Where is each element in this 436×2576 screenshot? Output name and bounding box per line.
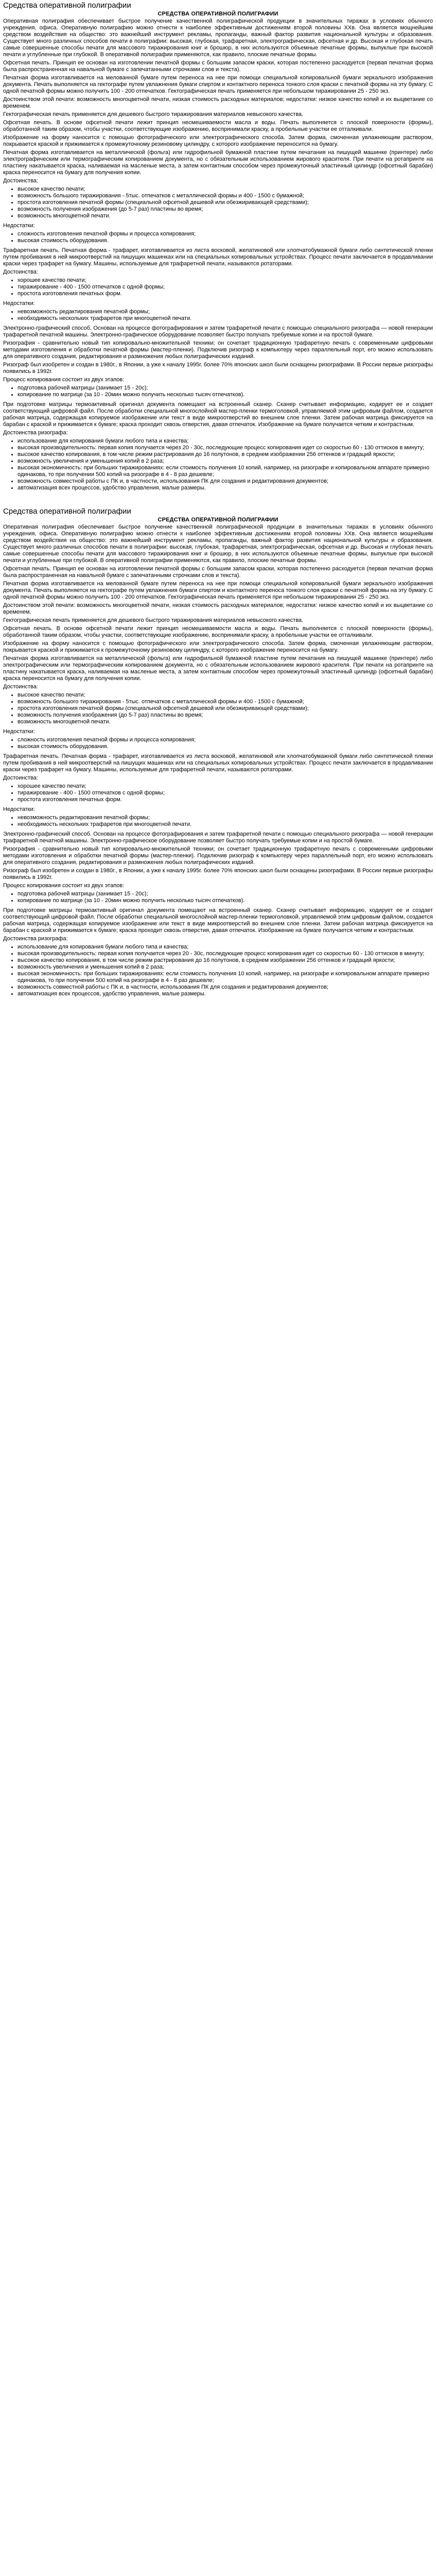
list-item: • возможность увеличения и уменьшения копий в 2 раза; [18,964,433,971]
list-item: • простота изготовления печатной формы (специальной офсетной дешевой или обезжиривающей средствами); [18,199,433,206]
bullet-list [3,891,433,904]
paragraph: Ризография - сравнительно новый тип копировально-множительной техники; он сочетает традиционную трафаретную печать с современными цифровыми методами изготовления и обработки печатной формы (мастер-пленки). Подключив ризограф к компьютеру через параллельный порт, его можно использовать для оперативного создания, редактирования и размножения любых полиграфических изданий. [3,846,433,866]
paragraph: Оперативная полиграфия обеспечивает быстрое получение качественной полиграфической продукции в значительных тиражах в условиях обычного учреждения, офиса. Оперативную полиграфию можно отнести к наиболее эффективным достижениям второй половины ХХв. Она является мощнейшим средством воздействия на общество: это важнейший инструмент рекламы, пропаганды, важный фактор развития национальной культуры и образования. Существует много различных способов печати в полиграфии: высокая, глубокая, трафаретная, электрографическая, офсетная и др. Высокая и глубокая печать самые совершенные способы печати для массового тиражирования книг и брошюр, в них используются объемные печатные формы, выпуклые при высокой печати и углубленные при глубокой. В оперативной полиграфии применяются, как правило, плоские печатные формы. [3,524,433,564]
list-item: • необходимость нескольких трафаретов при многоцветной печати. [18,315,433,322]
list-item: • высокая производительность: первая копия получается через 20 - 30с, последующие процесс копирования идет со скоростью 60 - 130 оттисков в минуту; [18,445,433,451]
list-item: • сложность изготовления печатной формы и процесса копирования; [18,231,433,238]
site-title: Средства оперативной полиграфии [3,507,131,516]
list-item: • тиражирование - 400 - 1500 отпечатков с одной формы; [18,284,433,291]
section-subheading: Процесс копирования состоит из двух этапов: [3,883,125,889]
paragraph: Офсетная печать. Принцип ее основан на изготовлении печатной формы с большим запасом краски, которая постепенно расходуется (первая печатная форма была распространенная на навальной бумаге с запечатанными строчками слов и текста). [3,566,433,579]
list-item: • использование для копирования бумаги любого типа и качества; [18,438,433,445]
article-body [3,524,433,997]
bullet-list [3,783,433,803]
paragraph: При подготовке матрицы термоактивный оригинал документа помещают на встроенный сканер. Сканер считывает информацию, кодирует ее и создает соответствующий цифровой файл. После обработки специальной многослойной мастер-пленки термоголовкой, управляемой этим цифровым файлом, создается рабочая матрица, содержащая копируемое изображение или текст в виде микроотверстий во внешнем слое пленки. Затем рабочая матрица фиксируется на барабан с краской и прижимается к бумаге; краска проходит сквозь отверстия, давая отпечаток. Изображение на бумаге получается четким и контрастным. [3,907,433,934]
list-item: • автоматизация всех процессов, удобство управления, малые размеры. [18,991,433,997]
list-item: • сложность изготовления печатной формы и процесса копирования; [18,737,433,743]
paragraph: Электронно-графический способ. Основан на процессе фотографирования и затем трафаретной печати с помощью специального ризографа — новой генерации трафаретной печатной машины. Электронно-графическое оборудование позволяет быстро получать требуемые копии и на простой бумаге. [3,325,433,338]
paragraph: Трафаретная печать. Печатная форма - трафарет, изготавливается из листа восковой, желатиновой или хлопчатобумажной бумаги либо синтетической пленки путем пробивания в ней микроотверстий на пишущих машинках или на специальных копировальных устройствах. Процесс печати заключается в продавливании краски через трафарет на бумагу. Машины, используемые для трафаретной печати, называются ротаторами. [3,247,433,267]
list-item: • высокая экономичность: при больших тиражированиях: если стоимость получения 10 копий, например, на ризографе и копировальном аппарате примерно одинакова, то при получении 500 копий на ризографе в 4 - 8 раз дешевле; [18,971,433,984]
paragraph: Ризограф был изобретен и создан в 1980г., в Японии, а уже к началу 1995г. более 70% японских школ были оснащены ризографами. В России первые ризографы появились в 1992г. [3,868,433,880]
list-item: • простота изготовления печатной формы (специальной офсетной дешевой или обезжиривающей средствами); [18,705,433,712]
bullet-list [3,438,433,492]
section-subheading: Достоинства: [3,684,38,690]
paragraph: Достоинством этой печати: возможность многоцветной печати, низкая стоимость расходных материалов; недостатки: низкое качество копий и их выцветание со временем. [3,602,433,615]
paragraph: Трафаретная печать. Печатная форма - трафарет, изготавливается из листа восковой, желатиновой или хлопчатобумажной бумаги либо синтетической пленки путем пробивания в ней микроотверстий на пишущих машинках или на специальных копировальных устройствах. Процесс печати заключается в продавливании краски через трафарет на бумагу. Машины, используемые для трафаретной печати, называются ротаторами. [3,753,433,773]
list-item: • использование для копирования бумаги любого типа и качества; [18,944,433,951]
list-item: • хорошее качество печати; [18,277,433,284]
paragraph: Ризография - сравнительно новый тип копировально-множительной техники; он сочетает традиционную трафаретную печать с современными цифровыми методами изготовления и обработки печатной формы (мастер-пленки). Подключив ризограф к компьютеру через параллельный порт, его можно использовать для оперативного создания, редактирования и размножения любых полиграфических изданий. [3,340,433,360]
article-copy-1 [3,1,433,492]
paragraph: Печатная форма изготавливается на мелованной бумаге путем переноса на нее при помощи специальной копировальной бумаги зеркального изображения документа. Печать выполняется на гектографе путем увлажнения бумаги спиртом и контактного переноса тонкого слоя краски с печатной формы на эту бумагу. С одной печатной формы можно получить 100 - 200 отпечатков. Гектографическая печать применяется при небольшом тиражировании 25 - 250 экз. [3,581,433,600]
list-item: • возможность совместной работы с ПК и, в частности, использования ПК для создания и редактирования документов; [18,984,433,991]
list-item: • простота изготовления печатных форм. [18,291,433,297]
paragraph: Гектографическая печать применяется для дешевого быстрого тиражирования материалов невысокого качества. [3,111,304,117]
section-subheading: Достоинства: [3,775,38,781]
section-subheading: Достоинства ризографа: [3,430,68,436]
bullet-list [3,692,433,725]
paragraph: Гектографическая печать применяется для дешевого быстрого тиражирования материалов невысокого качества. [3,617,304,623]
article-title: СРЕДСТВА ОПЕРАТИВНОЙ ПОЛИГРАФИИ [158,517,278,523]
list-item: • возможность многоцветной печати. [18,719,433,725]
list-item: • высокое качество копирования, в том числе режим растрирования до 16 полутонов, в среднем изображении 256 оттенков и градаций яркости; [18,957,433,964]
list-item: • возможность получения изображения (до 5-7 раз) пластины во время; [18,206,433,213]
section-subheading: Достоинства: [3,178,38,184]
bullet-list [3,277,433,297]
list-item: • высокое качество копирования, в том числе режим растрирования до 16 полутонов, в среднем изображении 256 оттенков и градаций яркости; [18,451,433,458]
bullet-list [3,231,433,244]
list-item: • высокая стоимость оборудования. [18,743,433,750]
list-item: • тиражирование - 400 - 1500 отпечатков с одной формы; [18,790,433,796]
paragraph: Изображение на форму наносится с помощью фотографического или электрографического способа. Затем форма, смоченная увлажняющим раствором, покрывается краской и прижимается к промежуточному резиновому цилиндру, с которого изображение переносится на бумагу. [3,640,433,653]
article-copy-2 [3,507,433,997]
list-item: • возможность совместной работы с ПК и, в частности, использования ПК для создания и редактирования документов; [18,478,433,485]
site-title: Средства оперативной полиграфии [3,1,131,10]
list-item: • высокое качество печати; [18,692,433,699]
document [0,0,436,997]
bullet-list [3,309,433,322]
list-item: • высокая экономичность: при больших тиражированиях: если стоимость получения 10 копий, например, на ризографе и копировальном аппарате примерно одинакова, то при получении 500 копий на ризографе в 4 - 8 раз дешевле; [18,465,433,478]
section-subheading: Недостатки: [3,806,35,812]
paragraph: Офсетная печать. В основе офсетной печати лежит принцип несмешиваемости масла и воды. Печать выполняется с плоской поверхности (формы), обработанной таким образом, чтобы участки, соответствующие изображению, воспринимали краску, а пробельные участки ее отталкивали. [3,625,433,638]
paragraph: Печатная форма изготавливается на металлической (фольга) или гидрофильной бумажной пластине путем печатания на пишущей машинке (принтере) либо электрографическим или термографическим копированием документа, но с обязательным использованием жирового красителя. При печати на ротапринте на пластину накатывается краска, наливаемая на масленые места, а затем контактным способом через промежуточный эластичный цилиндр (офсетный барабан) краска переносится на бумагу для получения копии. [3,149,433,176]
paragraph: Печатная форма изготавливается на мелованной бумаге путем переноса на нее при помощи специальной копировальной бумаги зеркального изображения документа. Печать выполняется на гектографе путем увлажнения бумаги спиртом и контактного переноса тонкого слоя краски с печатной формы на эту бумагу. С одной печатной формы можно получить 100 - 200 отпечатков. Гектографическая печать применяется при небольшом тиражировании 25 - 250 экз. [3,75,433,94]
section-subheading: Процесс копирования состоит из двух этапов: [3,377,125,383]
list-item: • подготовка рабочей матрицы (занимает 15 - 20с); [18,385,433,392]
list-item: • возможность увеличения и уменьшения копий в 2 раза; [18,458,433,465]
section-subheading: Недостатки: [3,728,35,735]
list-item: • невозможность редактирования печатной формы; [18,815,433,821]
article-title: СРЕДСТВА ОПЕРАТИВНОЙ ПОЛИГРАФИИ [158,11,278,17]
list-item: • хорошее качество печати; [18,783,433,790]
paragraph: Электронно-графический способ. Основан на процессе фотографирования и затем трафаретной печати с помощью специального ризографа — новой генерации трафаретной печатной машины. Электронно-графическое оборудование позволяет быстро получать требуемые копии и на простой бумаге. [3,831,433,844]
paragraph: Изображение на форму наносится с помощью фотографического или электрографического способа. Затем форма, смоченная увлажняющим раствором, покрывается краской и прижимается к промежуточному резиновому цилиндру, с которого изображение переносится на бумагу. [3,134,433,147]
list-item: • возможность многоцветной печати. [18,213,433,219]
paragraph: Офсетная печать. Принцип ее основан на изготовлении печатной формы с большим запасом краски, которая постепенно расходуется (первая печатная форма была распространенная на навальной бумаге с запечатанными строчками слов и текста). [3,60,433,73]
section-subheading: Недостатки: [3,300,35,307]
list-item: • необходимость нескольких трафаретов при многоцветной печати. [18,821,433,828]
list-item: • простота изготовления печатных форм. [18,796,433,803]
list-item: • копирование по матрице (за 10 - 20мин можно получить несколько тысяч отпечатков). [18,897,433,904]
bullet-list [3,737,433,750]
bullet-list [3,815,433,828]
section-subheading: Достоинства: [3,269,38,275]
bullet-list [3,944,433,997]
list-item: • высокое качество печати; [18,186,433,193]
list-item: • автоматизация всех процессов, удобство управления, малые размеры. [18,485,433,492]
list-item: • возможность большого тиражирования - 5тыс. отпечатков с металлической формы и 400 - 1500 с бумажной; [18,193,433,199]
list-item: • высокая производительность: первая копия получается через 20 - 30с, последующие процесс копирования идет со скоростью 60 - 130 оттисков в минуту; [18,951,433,957]
section-subheading: Достоинства ризографа: [3,936,68,942]
list-item: • копирование по матрице (за 10 - 20мин можно получить несколько тысяч отпечатков). [18,392,433,398]
paragraph: Офсетная печать. В основе офсетной печати лежит принцип несмешиваемости масла и воды. Печать выполняется с плоской поверхности (формы), обработанной таким образом, чтобы участки, соответствующие изображению, воспринимали краску, а пробельные участки ее отталкивали. [3,120,433,132]
article-body [3,18,433,492]
paragraph: Достоинством этой печати: возможность многоцветной печати, низкая стоимость расходных материалов; недостатки: низкое качество копий и их выцветание со временем. [3,96,433,109]
paragraph: При подготовке матрицы термоактивный оригинал документа помещают на встроенный сканер. Сканер считывает информацию, кодирует ее и создает соответствующий цифровой файл. После обработки специальной многослойной мастер-пленки термоголовкой, управляемой этим цифровым файлом, создается рабочая матрица, содержащая копируемое изображение или текст в виде микроотверстий во внешнем слое пленки. Затем рабочая матрица фиксируется на барабан с краской и прижимается к бумаге; краска проходит сквозь отверстия, давая отпечаток. Изображение на бумаге получается четким и контрастным. [3,401,433,428]
bullet-list [3,385,433,398]
list-item: • подготовка рабочей матрицы (занимает 15 - 20с); [18,891,433,897]
list-item: • возможность большого тиражирования - 5тыс. отпечатков с металлической формы и 400 - 1500 с бумажной; [18,699,433,705]
bullet-list [3,186,433,219]
list-item: • невозможность редактирования печатной формы; [18,309,433,315]
section-subheading: Недостатки: [3,223,35,229]
paragraph: Печатная форма изготавливается на металлической (фольга) или гидрофильной бумажной пластине путем печатания на пишущей машинке (принтере) либо электрографическим или термографическим копированием документа, но с обязательным использованием жирового красителя. При печати на ротапринте на пластину накатывается краска, наливаемая на масленые места, а затем контактным способом через промежуточный эластичный цилиндр (офсетный барабан) краска переносится на бумагу для получения копии. [3,655,433,682]
paragraph: Оперативная полиграфия обеспечивает быстрое получение качественной полиграфической продукции в значительных тиражах в условиях обычного учреждения, офиса. Оперативную полиграфию можно отнести к наиболее эффективным достижениям второй половины ХХв. Она является мощнейшим средством воздействия на общество: это важнейший инструмент рекламы, пропаганды, важный фактор развития национальной культуры и образования. Существует много различных способов печати в полиграфии: высокая, глубокая, трафаретная, электрографическая, офсетная и др. Высокая и глубокая печать самые совершенные способы печати для массового тиражирования книг и брошюр, в них используются объемные печатные формы, выпуклые при высокой печати и углубленные при глубокой. В оперативной полиграфии применяются, как правило, плоские печатные формы. [3,18,433,58]
list-item: • высокая стоимость оборудования. [18,238,433,244]
list-item: • возможность получения изображения (до 5-7 раз) пластины во время; [18,712,433,719]
paragraph: Ризограф был изобретен и создан в 1980г., в Японии, а уже к началу 1995г. более 70% японских школ были оснащены ризографами. В России первые ризографы появились в 1992г. [3,362,433,375]
